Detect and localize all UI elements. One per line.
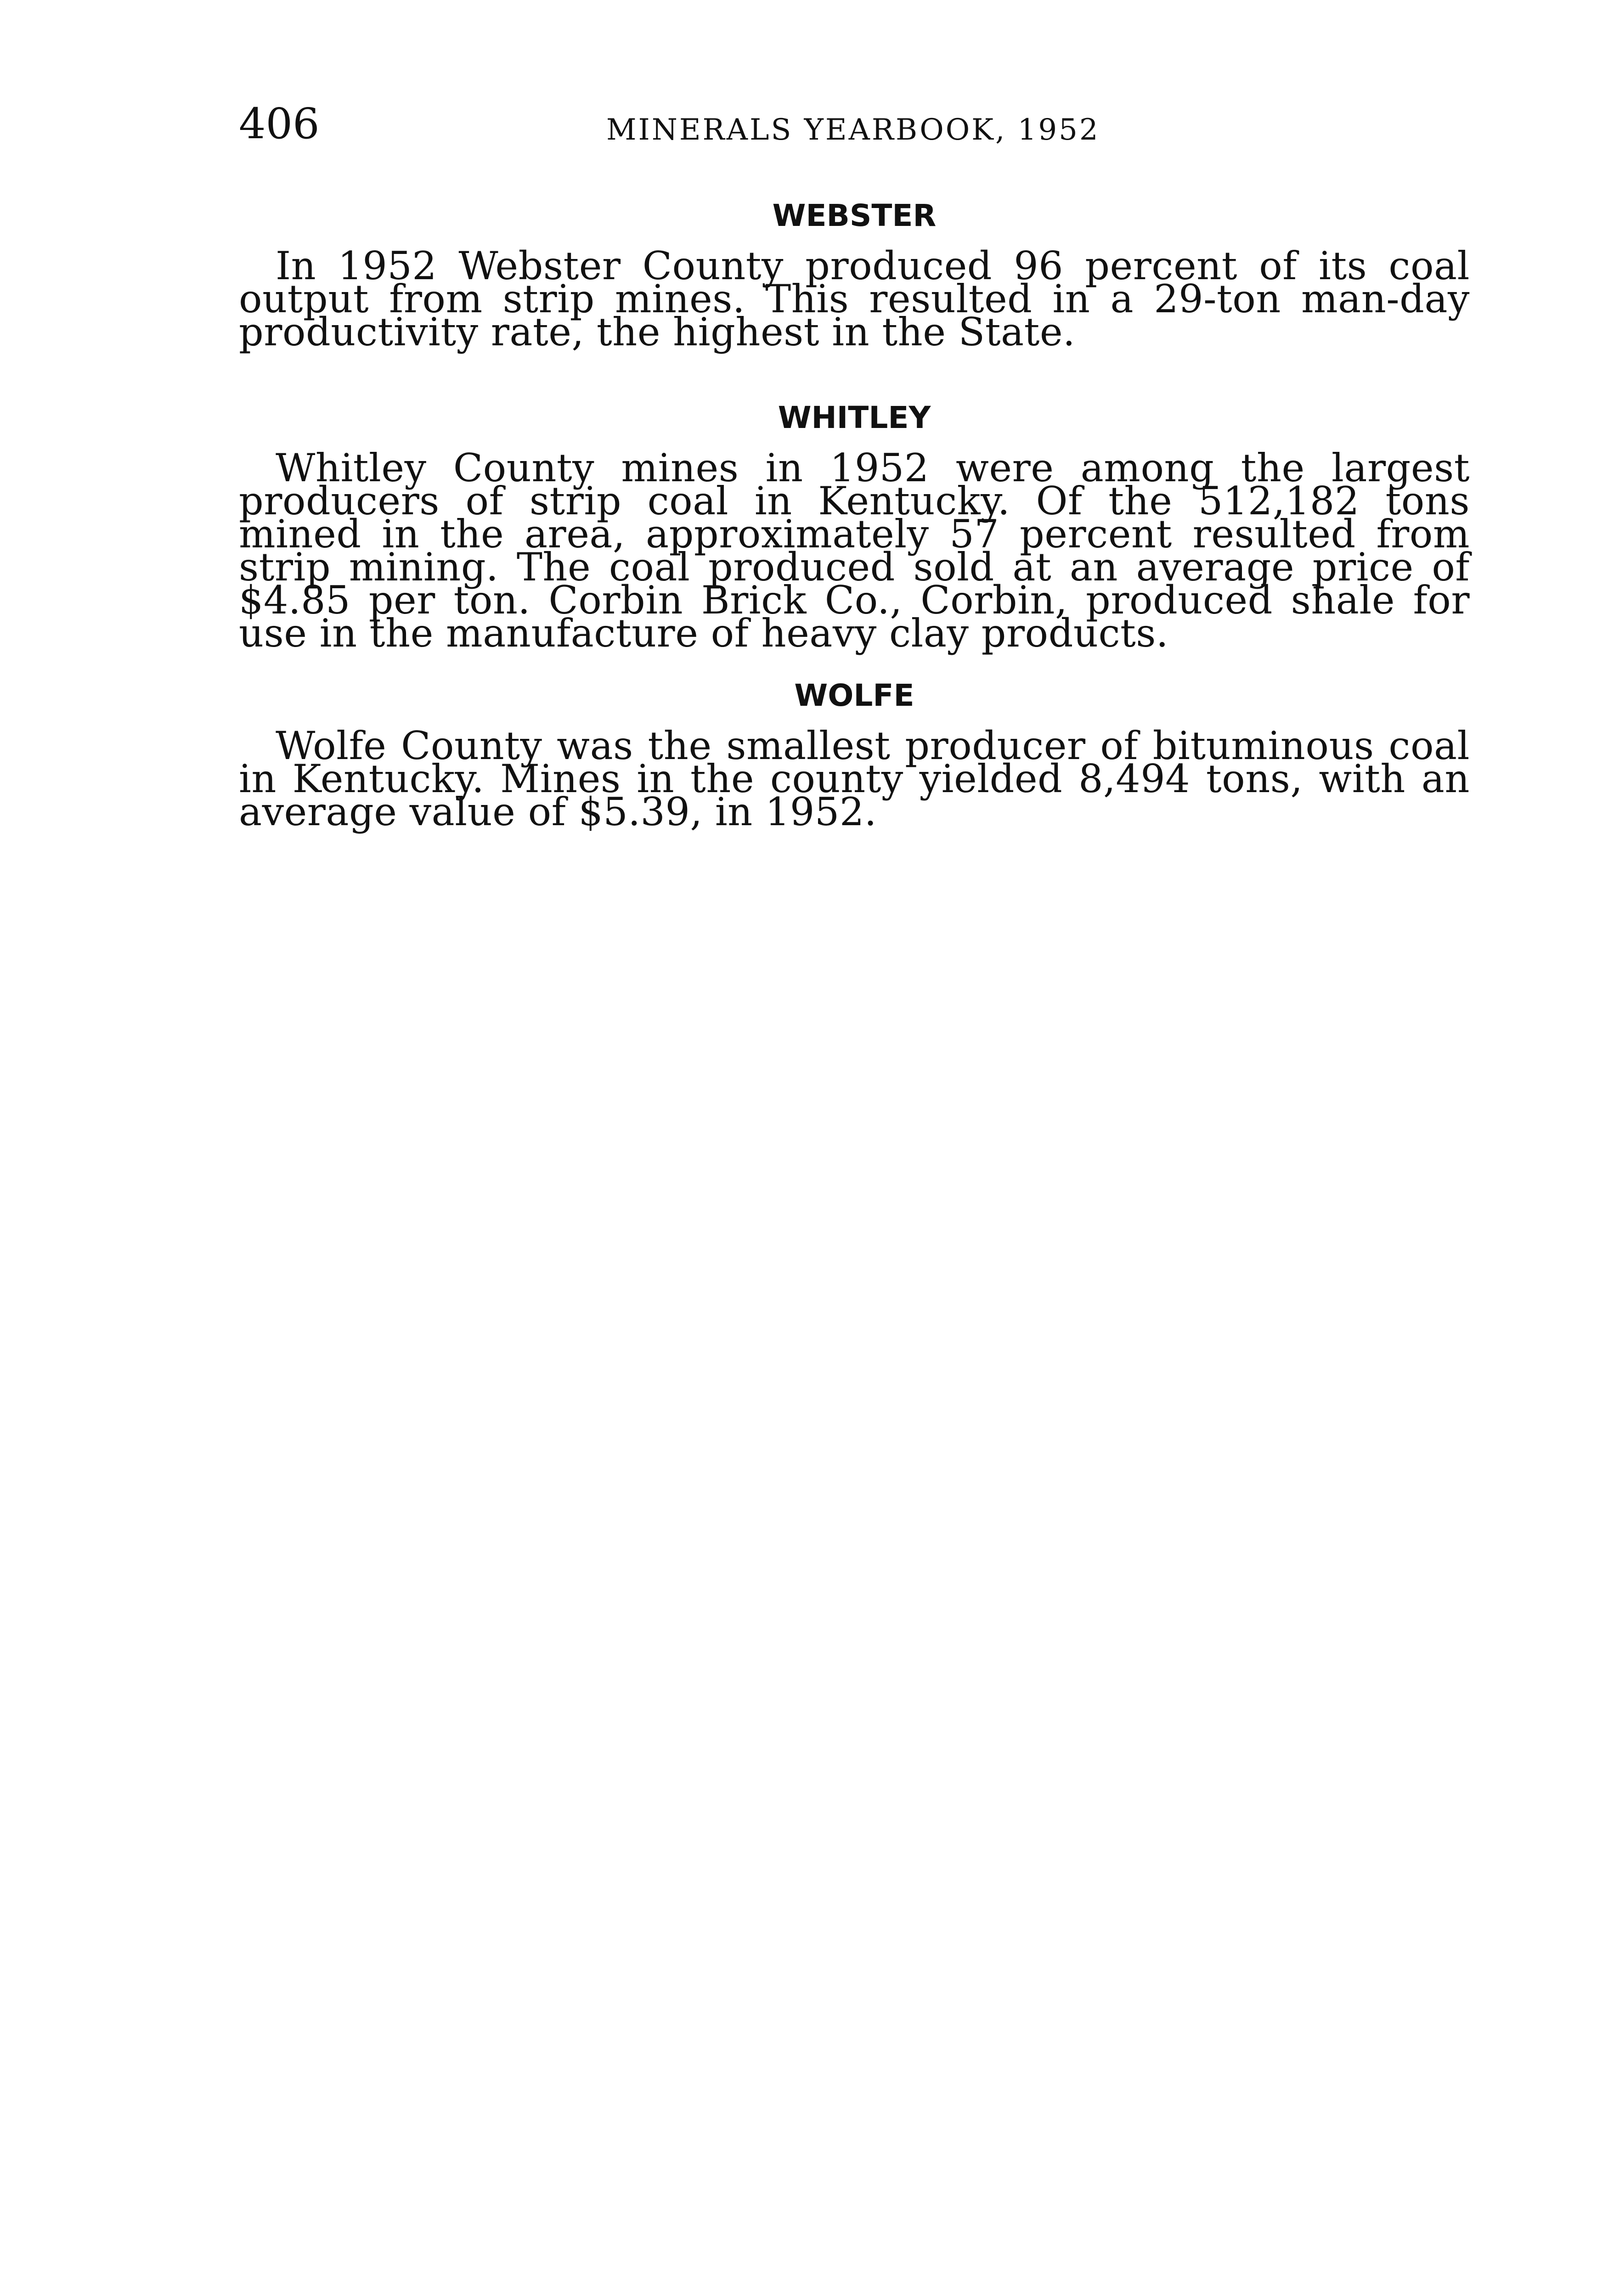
section-paragraph: In 1952 Webster County produced 96 percent of its coal output from strip mines. This resulted in a 29-ton man-day productivity rate, the highest in the State. xyxy=(239,243,1470,355)
section-paragraph: Wolfe County was the smallest producer of bituminous coal in Kentucky. Mines in the county yielded 8,494 tons, with an average value of $5.39, in 1952. xyxy=(239,723,1470,834)
section-paragraph: Whitley County mines in 1952 were among the largest producers of strip coal in Kentucky. Of the 512,182 tons mined in the area, approximately 57 percent resulted from strip mining. The coal produced sold at an average price of $4.85 per ton. Corbin Brick Co., Corbin, produced shale for use in the manufacture of heavy clay products. xyxy=(239,445,1470,656)
section-heading: WHITLEY xyxy=(778,400,931,435)
section-whitley xyxy=(239,393,1470,656)
section-webster xyxy=(239,191,1470,355)
section-wolfe xyxy=(239,670,1470,834)
section-heading: WEBSTER xyxy=(772,198,937,233)
running-title: MINERALS YEARBOOK, 1952 xyxy=(606,113,1100,147)
section-heading: WOLFE xyxy=(794,678,914,713)
running-head xyxy=(239,96,1470,161)
page-number: 406 xyxy=(239,99,320,148)
